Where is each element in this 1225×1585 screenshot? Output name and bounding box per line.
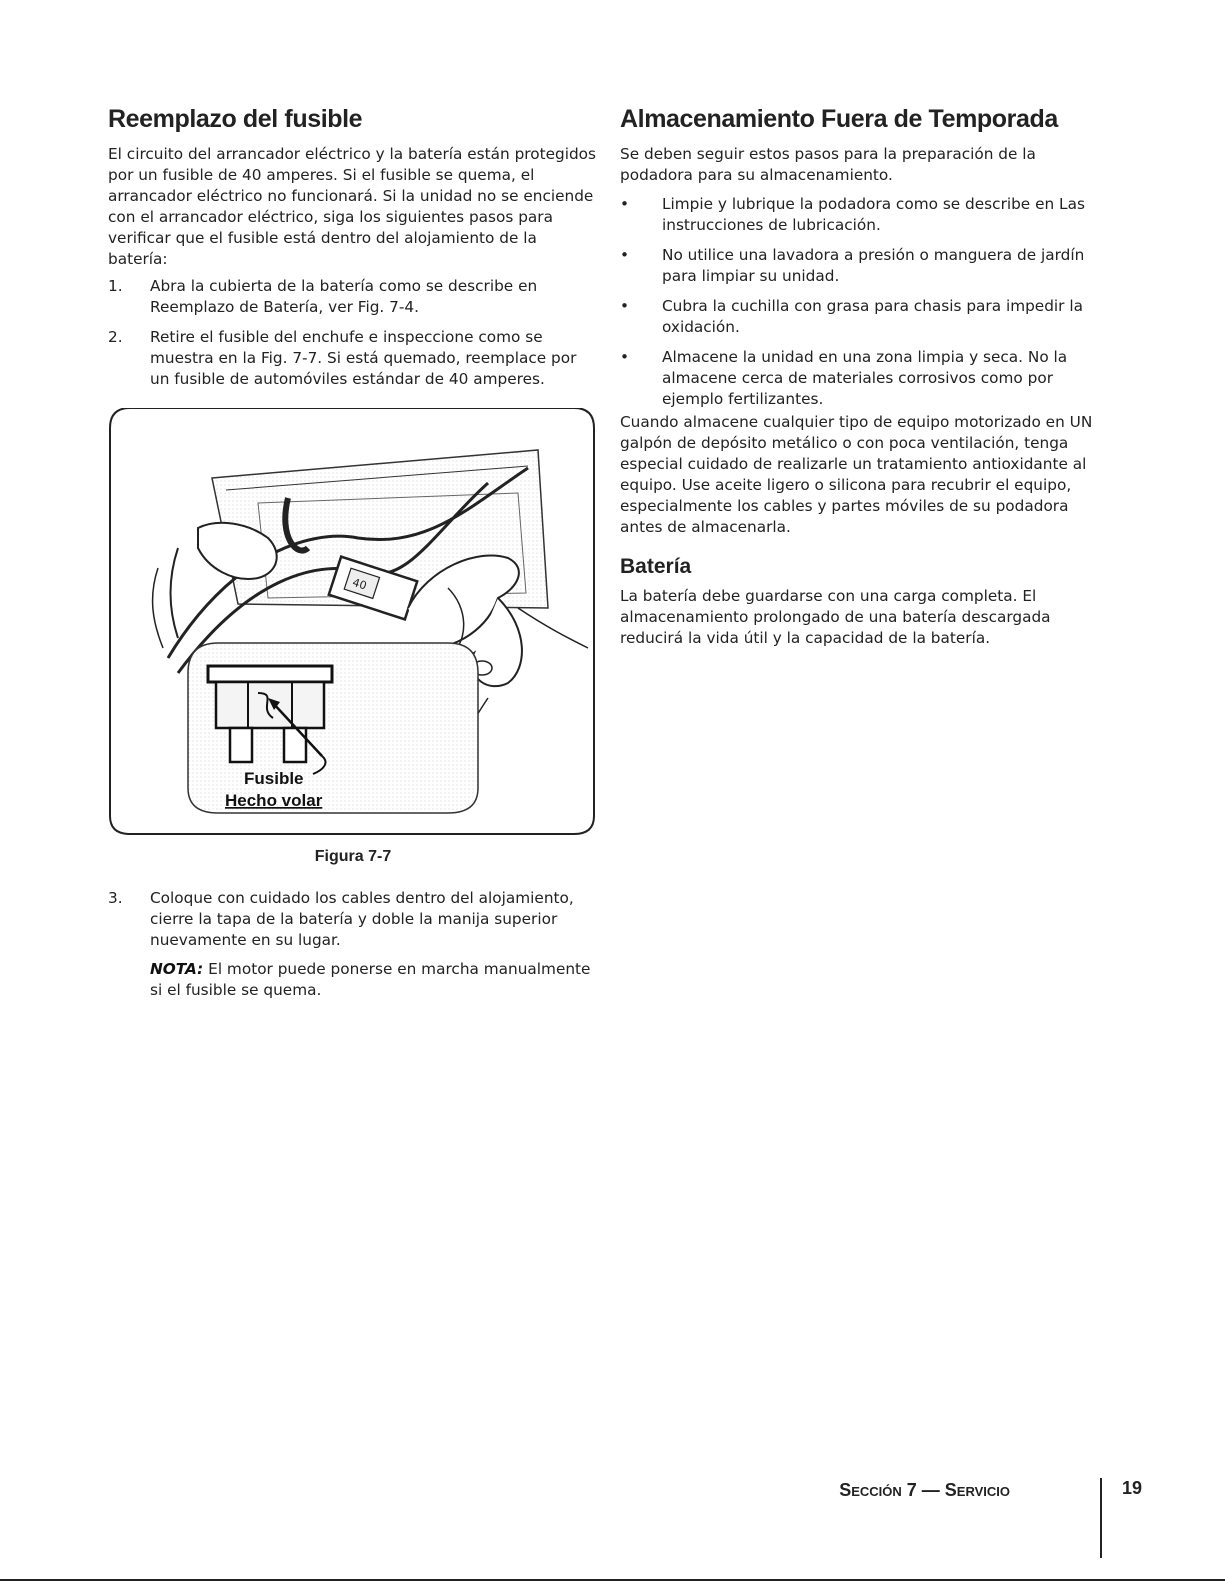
step-item xyxy=(108,888,598,951)
page-number: 19 xyxy=(1122,1478,1143,1498)
left-column xyxy=(108,104,598,1001)
bottom-rule xyxy=(0,1579,1225,1581)
step-text: Abra la cubierta de la batería como se describe en Reemplazo de Batería, ver Fig. 7-4. xyxy=(150,277,538,316)
storage-bullets xyxy=(620,194,1110,410)
step-item xyxy=(108,276,598,318)
figure-7-7 xyxy=(108,408,596,836)
bullet-text: No utilice una lavadora a presión o manguera de jardín para limpiar su unidad. xyxy=(662,246,1085,285)
storage-paragraph: Cuando almacene cualquier tipo de equipo motorizado en UN galpón de depósito metálico o con poca ventilación, tenga especial cuidado de realizarle un tratamiento antioxidante al equipo. Use aceite ligero o silicona para recubrir el equipo, especialmente los cables y partes móviles de su podadora antes de almacenarla. xyxy=(620,413,1093,536)
note-paragraph xyxy=(108,959,598,1001)
figure-caption: Figura 7-7 xyxy=(314,848,392,865)
bullet-item xyxy=(620,194,1110,236)
step-number: 3. xyxy=(108,889,123,907)
bullet-text: Cubra la cuchilla con grasa para chasis para impedir la oxidación. xyxy=(662,297,1083,336)
bullet-item xyxy=(620,296,1110,338)
footer-section-label: Sección 7 — Servicio xyxy=(839,1480,1010,1500)
bullet-marker: • xyxy=(620,297,630,315)
step-text: Retire el fusible del enchufe e inspeccione como se muestra en la Fig. 7-7. Si está quemado, reemplace por un fusible de automóviles estándar de 40 amperes. xyxy=(150,328,577,388)
step-number: 2. xyxy=(108,328,123,346)
fuse-illustration xyxy=(108,408,596,836)
page-footer xyxy=(839,1478,1160,1558)
subsection-title-battery: Batería xyxy=(620,555,692,578)
note-text: El motor puede ponerse en marcha manualmente si el fusible se quema. xyxy=(150,960,591,999)
callout-label-fuse: Fusible xyxy=(244,769,304,788)
fuse-rating-label: 40 xyxy=(350,575,369,593)
fuse-step-3 xyxy=(108,888,598,951)
storage-intro: Se deben seguir estos pasos para la preparación de la podadora para su almacenamiento. xyxy=(620,145,1036,184)
fuse-steps xyxy=(108,276,598,390)
bullet-marker: • xyxy=(620,195,630,213)
note-label: NOTA: xyxy=(150,960,204,978)
battery-paragraph: La batería debe guardarse con una carga completa. El almacenamiento prolongado de una batería descargada reducirá la vida útil y la capacidad de la batería. xyxy=(620,587,1051,647)
bullet-item xyxy=(620,245,1110,287)
fuse-intro: El circuito del arrancador eléctrico y la batería están protegidos por un fusible de 40 amperes. Si el fusible se quema, el arrancador eléctrico no funcionará. Si la unidad no se enciende con el arrancador eléctrico, siga los siguientes pasos para verificar que el fusible está dentro del alojamiento de la batería: xyxy=(108,145,597,268)
bullet-marker: • xyxy=(620,246,630,264)
step-item xyxy=(108,327,598,390)
callout-label-blown: Hecho volar xyxy=(225,791,323,810)
section-title-storage: Almacenamiento Fuera de Temporada xyxy=(620,105,1058,133)
right-column xyxy=(620,104,1110,649)
bullet-text: Almacene la unidad en una zona limpia y seca. No la almacene cerca de materiales corrosivos como por ejemplo fertilizantes. xyxy=(662,348,1068,408)
bullet-marker: • xyxy=(620,348,630,366)
step-number: 1. xyxy=(108,277,123,295)
section-title-fuse: Reemplazo del fusible xyxy=(108,105,363,133)
footer-divider xyxy=(1100,1478,1102,1558)
bullet-item xyxy=(620,347,1110,410)
bullet-text: Limpie y lubrique la podadora como se describe en Las instrucciones de lubricación. xyxy=(662,195,1085,234)
step-text: Coloque con cuidado los cables dentro del alojamiento, cierre la tapa de la batería y doble la manija superior nuevamente en su lugar. xyxy=(150,889,574,949)
